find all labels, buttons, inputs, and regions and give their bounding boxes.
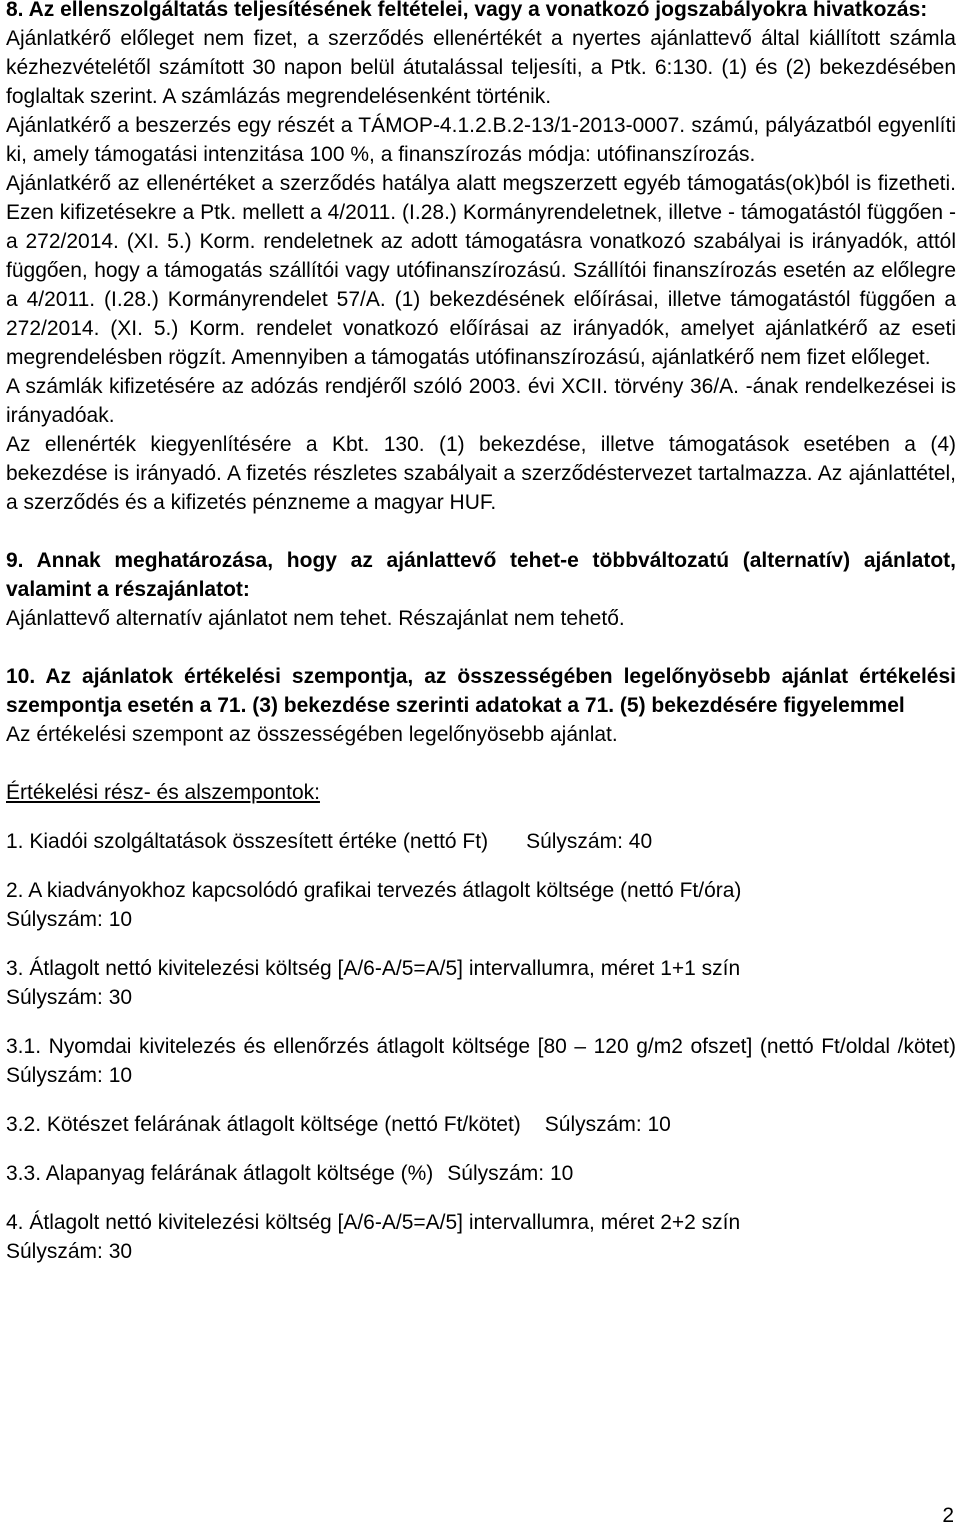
criterion-weight: Súlyszám: 10 bbox=[6, 908, 133, 931]
criterion-text: 1. Kiadói szolgáltatások összesített értéke (nettó Ft) bbox=[6, 830, 489, 853]
criterion-text: 4. Átlagolt nettó kivitelezési költség [A/6-A/5=A/5] intervallumra, méret 2+2 szín bbox=[6, 1211, 741, 1234]
section-8-heading: 8. Az ellenszolgáltatás teljesítésének feltételei, vagy a vonatkozó jogszabályokra hivatkozás: bbox=[6, 0, 928, 21]
criterion-1 bbox=[6, 827, 956, 856]
section-8-paragraph-5: Az ellenérték kiegyenlítésére a Kbt. 130. (1) bekezdése, illetve támogatások esetében a (4) bekezdése is irányadó. A fizetés részletes szabályait a szerződéstervezet tartalmazza. Az ajánlattétel, a szerződés és a kifizetés pénzneme a magyar HUF. bbox=[6, 433, 956, 514]
criterion-weight: Súlyszám: 30 bbox=[6, 1240, 133, 1263]
page-number: 2 bbox=[942, 1504, 954, 1527]
section-10-paragraph-1: Az értékelési szempont az összességében legelőnyösebb ajánlat. bbox=[6, 723, 618, 746]
section-8-paragraph-4: A számlák kifizetésére az adózás rendjéről szóló 2003. évi XCII. törvény 36/A. -ának rendelkezései is irányadóak. bbox=[6, 375, 956, 427]
section-8-paragraph-1: Ajánlatkérő előleget nem fizet, a szerződés ellenértékét a nyertes ajánlattevő által kiállított számla kézhezvételétől számított 30 napon belül átutalással teljesíti, a Ptk. 6:130. (1) és (2) bekezdésében foglaltak szerint. A számlázás megrendelésenként történik. bbox=[6, 27, 956, 108]
section-8-paragraph-2: Ajánlatkérő a beszerzés egy részét a TÁMOP-4.1.2.B.2-13/1-2013-0007. számú, pályázatból egyenlíti ki, amely támogatási intenzitása 100 %, a finanszírozás módja: utófinanszírozás. bbox=[6, 114, 956, 166]
document-page bbox=[6, 0, 956, 1286]
section-9-heading: 9. Annak meghatározása, hogy az ajánlattevő tehet-e többváltozatú (alternatív) ajánlatot, valamint a részajánlatot: bbox=[6, 549, 956, 601]
section-8-paragraph-3: Ajánlatkérő az ellenértéket a szerződés hatálya alatt megszerzett egyéb támogatás(ok)ból is fizetheti. Ezen kifizetésekre a Ptk. mellett a 4/2011. (I.28.) Kormányrendeletnek, illetve - támogatástól függően - a 272/2014. (XI. 5.) Korm. rendeletnek az adott támogatásra vonatkozó szabályai is irányadók, attól függően, hogy a támogatás szállítói vagy utófinanszírozású. Szállítói finanszírozás esetén az előlegre a 4/2011. (I.28.) Kormányrendelet 57/A. (1) bekezdésének előírásai, illetve támogatástól függően a 272/2014. (XI. 5.) Korm. rendelet vonatkozó előírásai az irányadók, amelyet ajánlatkérő az eseti megrendelésben rögzít. Amennyiben a támogatás utófinanszírozású, ajánlatkérő nem fizet előleget. bbox=[6, 172, 956, 369]
criterion-text: 3.1. Nyomdai kivitelezés és ellenőrzés átlagolt költsége [80 – 120 g/m2 ofszet] (nettó Ft/oldal /kötet) bbox=[6, 1035, 956, 1058]
criterion-text: 2. A kiadványokhoz kapcsolódó grafikai tervezés átlagolt költsége (nettó Ft/óra) bbox=[6, 879, 742, 902]
criterion-weight: Súlyszám: 10 bbox=[447, 1162, 574, 1185]
criterion-text: 3.3. Alapanyag felárának átlagolt költsége (%) bbox=[6, 1162, 434, 1185]
criterion-weight: Súlyszám: 10 bbox=[544, 1113, 671, 1136]
criterion-weight: Súlyszám: 40 bbox=[526, 830, 653, 853]
section-9-paragraph-1: Ajánlattevő alternatív ajánlatot nem tehet. Részajánlat nem tehető. bbox=[6, 607, 625, 630]
criterion-3 bbox=[6, 954, 956, 1012]
criterion-text: 3. Átlagolt nettó kivitelezési költség [A/6-A/5=A/5] intervallumra, méret 1+1 szín bbox=[6, 957, 741, 980]
criterion-weight: Súlyszám: 30 bbox=[6, 986, 133, 1009]
criterion-2 bbox=[6, 876, 956, 934]
criterion-weight: Súlyszám: 10 bbox=[6, 1064, 133, 1087]
criteria-heading: Értékelési rész- és alszempontok: bbox=[6, 781, 320, 804]
criterion-3-3 bbox=[6, 1159, 956, 1188]
criterion-3-1 bbox=[6, 1032, 956, 1090]
section-10-heading: 10. Az ajánlatok értékelési szempontja, az összességében legelőnyösebb ajánlat értékelési szempontja esetén a 71. (3) bekezdése szerinti adatokat a 71. (5) bekezdésére figyelemmel bbox=[6, 665, 956, 717]
criterion-4 bbox=[6, 1208, 956, 1266]
criterion-3-2 bbox=[6, 1110, 956, 1139]
criterion-text: 3.2. Kötészet felárának átlagolt költsége (nettó Ft/kötet) bbox=[6, 1113, 521, 1136]
